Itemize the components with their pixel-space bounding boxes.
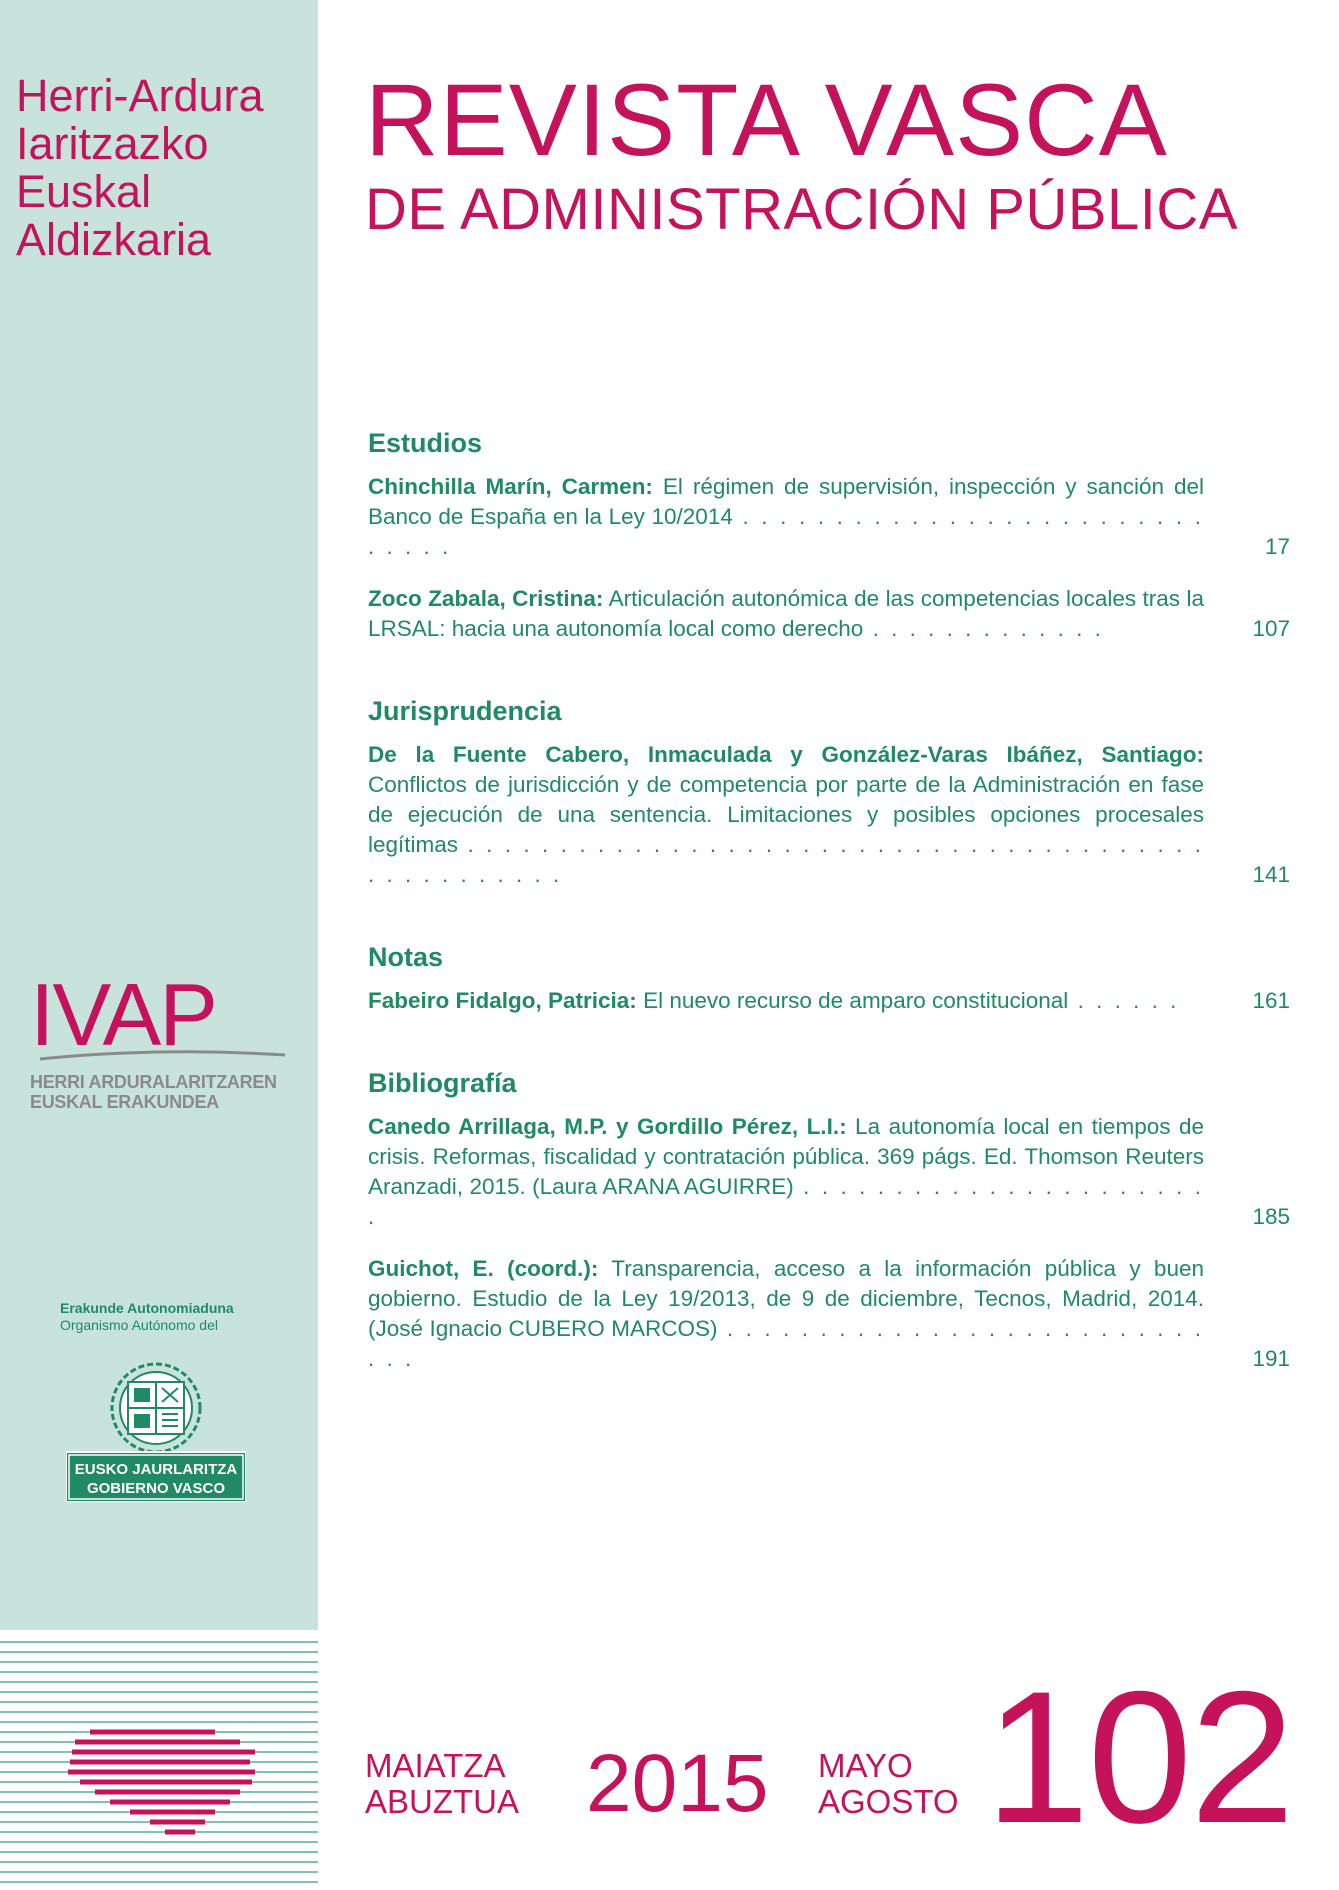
months-spanish [818,1748,959,1820]
entry-title: Articulación autonómica de las competencias locales tras la LRSAL: hacia una autonomía local como derecho [368,586,1204,641]
entry-page: 107 [1252,616,1290,641]
section-title: Estudios [368,428,483,458]
leader-dots: . . . . . . [1068,988,1180,1013]
month-basque-1: MAIATZA [365,1747,506,1784]
issue-number: 102 [985,1652,1293,1862]
toc-section-jurisprudencia [368,696,1298,890]
ivap-logo-text: IVAP [30,975,217,1064]
basque-title-line-1: Herri-Ardura [16,70,264,121]
month-spanish-1: MAYO [818,1747,913,1784]
journal-title-line-2: DE ADMINISTRACIÓN PÚBLICA [365,177,1238,242]
months-basque [365,1748,519,1820]
toc-entry [368,1254,1298,1374]
entry-author: Zoco Zabala, Cristina: [368,586,604,611]
toc-entry [368,740,1298,890]
gov-logo-line-2: GOBIERNO VASCO [86,1480,226,1497]
section-title: Jurisprudencia [368,696,562,726]
entry-page: 161 [1252,988,1290,1013]
ivap-subtitle-line-2: EUSKAL ERAKUNDEA [30,1092,219,1112]
toc-section-bibliografia [368,1068,1298,1374]
ivap-subtitle-line-1: HERRI ARDURALARITZAREN [30,1072,277,1092]
entry-title: El nuevo recurso de amparo constitucional [636,988,1069,1013]
gobierno-vasco-logo [66,1360,246,1502]
basque-title-line-3: Euskal [16,166,152,217]
entry-author: De la Fuente Cabero, Inmaculada y González-Varas Ibáñez, Santiago: [368,742,1204,767]
toc-entry [368,986,1298,1016]
entry-page: 191 [1252,1346,1290,1371]
org-label [60,1300,234,1334]
basque-title-line-2: Iaritzazko [16,118,209,169]
month-basque-2: ABUZTUA [365,1783,520,1820]
entry-author: Chinchilla Marín, Carmen: [368,474,653,499]
entry-author: Fabeiro Fidalgo, Patricia: [368,988,637,1013]
section-title: Notas [368,942,444,972]
leader-dots: . . . . . . . . . . . . . [863,616,1104,641]
journal-title [365,63,1238,242]
leader-dots: . . . . . . . . . . . . . . . . . . . . . . . . . . . . . . . . . . . . . . . . . . . . . . . . . . . [368,832,1204,887]
ivap-logo [30,975,290,1070]
entry-page: 185 [1252,1204,1290,1229]
issue-footer [0,1652,1339,1890]
org-label-spanish: Organismo Autónomo del [60,1317,218,1333]
sidebar-panel [0,0,318,1630]
entry-page: 17 [1264,534,1290,559]
org-label-basque: Erakunde Autonomiaduna [60,1300,234,1316]
entry-title: Conflictos de jurisdicción y de competencia por parte de la Administración en fase de ejecución de una sentencia. Limitaciones y posibles opciones procesales legítimas [368,772,1204,857]
leader-dots: . . . . . . . . . . . . . . . . . . . . . . . . . . . . . [368,1316,1204,1371]
entry-title: El régimen de supervisión, inspección y sanción del Banco de España en la Ley 10/2014 [368,474,1204,529]
table-of-contents [368,428,1298,1396]
basque-title [16,72,264,264]
toc-entry [368,472,1298,562]
leader-dots: . . . . . . . . . . . . . . . . . . . . . . . [368,1174,1204,1229]
gov-logo-line-1: EUSKO JAURLARITZA [74,1461,238,1478]
toc-entry [368,1112,1298,1232]
month-spanish-2: AGOSTO [818,1783,959,1820]
toc-entry [368,584,1298,644]
entry-author: Canedo Arrillaga, M.P. y Gordillo Pérez, L.I.: [368,1114,847,1139]
section-title: Bibliografía [368,1068,517,1098]
coat-of-arms-icon [112,1364,200,1452]
ivap-subtitle [30,1072,277,1112]
entry-title: La autonomía local en tiempos de crisis. Reformas, fiscalidad y contratación pública. 369 págs. Ed. Thomson Reuters Aranzadi, 2015. (Laura ARANA AGUIRRE) [368,1114,1204,1199]
journal-title-line-1: REVISTA VASCA [365,63,1168,177]
toc-section-estudios [368,428,1298,644]
entry-title: Transparencia, acceso a la información pública y buen gobierno. Estudio de la Ley 19/2013, de 9 de diciembre, Tecnos, Madrid, 2014. (José Ignacio CUBERO MARCOS) [368,1256,1204,1341]
basque-title-line-4: Aldizkaria [16,214,212,265]
leader-dots: . . . . . . . . . . . . . . . . . . . . . . . . . . . . . . [368,504,1205,559]
entry-page: 141 [1252,862,1290,887]
toc-section-notas [368,942,1298,1016]
entry-author: Guichot, E. (coord.): [368,1256,599,1281]
issue-year: 2015 [586,1738,769,1829]
